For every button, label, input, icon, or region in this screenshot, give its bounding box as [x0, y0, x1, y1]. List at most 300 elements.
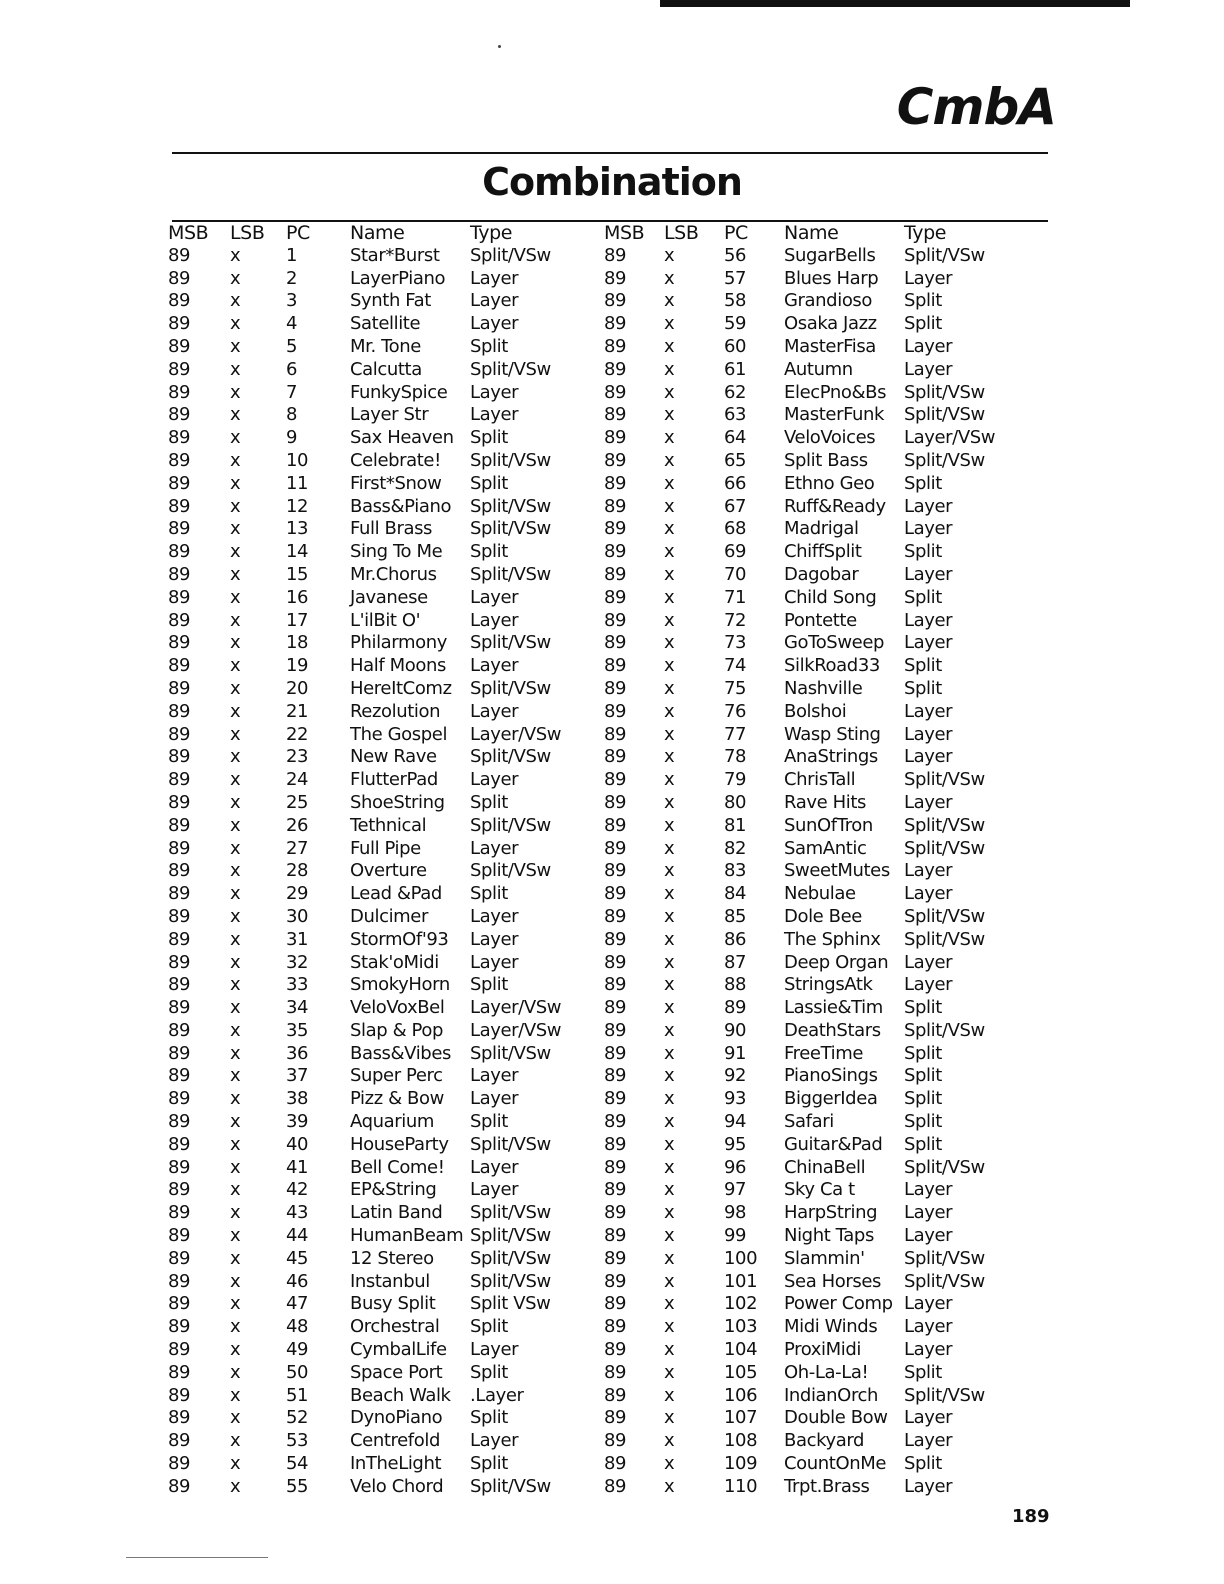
type-cell: Split/VSw	[470, 677, 551, 699]
name-cell: HereItComz	[350, 677, 452, 699]
table-row	[168, 860, 588, 883]
msb-cell: 89	[168, 1179, 191, 1201]
msb-cell: 89	[168, 883, 191, 905]
lsb-cell: x	[664, 1270, 675, 1292]
table-row	[604, 1453, 1024, 1476]
type-cell: Split/VSw	[904, 928, 985, 950]
name-cell: Calcutta	[350, 358, 422, 380]
pc-cell: 35	[286, 1019, 309, 1041]
lsb-cell: x	[664, 700, 675, 722]
type-cell: Layer/VSw	[470, 1019, 562, 1041]
pc-cell: 67	[724, 495, 747, 517]
table-row	[604, 769, 1024, 792]
table-row	[604, 1476, 1024, 1499]
msb-cell: 89	[168, 449, 191, 471]
table-row	[604, 1020, 1024, 1043]
pc-cell: 101	[724, 1270, 758, 1292]
table-row	[168, 838, 588, 861]
pc-cell: 91	[724, 1042, 747, 1064]
msb-cell: 89	[168, 791, 191, 813]
type-cell: Layer/VSw	[470, 997, 562, 1019]
type-cell: Layer	[470, 609, 519, 631]
table-row	[604, 518, 1024, 541]
type-cell: Split	[904, 586, 942, 608]
msb-cell: 89	[168, 313, 191, 335]
lsb-cell: x	[230, 1042, 241, 1064]
type-cell: Split	[904, 290, 942, 312]
table-row	[604, 632, 1024, 655]
table-row	[604, 1065, 1024, 1088]
name-cell: VeloVoices	[784, 427, 876, 449]
msb-cell: 89	[168, 1361, 191, 1383]
lsb-cell: x	[664, 586, 675, 608]
lsb-cell: x	[664, 769, 675, 791]
pc-cell: 68	[724, 518, 747, 540]
msb-cell: 89	[604, 472, 627, 494]
name-cell: Deep Organ	[784, 951, 889, 973]
header-type: Type	[904, 222, 947, 244]
msb-cell: 89	[604, 1270, 627, 1292]
pc-cell: 76	[724, 700, 747, 722]
name-cell: Aquarium	[350, 1111, 435, 1133]
lsb-cell: x	[230, 837, 241, 859]
lsb-cell: x	[230, 427, 241, 449]
type-cell: Split	[470, 883, 508, 905]
msb-cell: 89	[168, 541, 191, 563]
header-pc: PC	[724, 222, 748, 244]
type-cell: Split/VSw	[904, 244, 985, 266]
lsb-cell: x	[230, 449, 241, 471]
left-rows	[168, 245, 588, 1499]
pc-cell: 21	[286, 700, 309, 722]
pc-cell: 37	[286, 1065, 309, 1087]
name-cell: Busy Split	[350, 1293, 436, 1315]
name-cell: FreeTime	[784, 1042, 864, 1064]
name-cell: HouseParty	[350, 1133, 449, 1155]
page-number: 189	[1012, 1506, 1050, 1527]
table-row	[604, 1430, 1024, 1453]
lsb-cell: x	[230, 1247, 241, 1269]
name-cell: ChrisTall	[784, 769, 856, 791]
header-row	[168, 222, 588, 245]
msb-cell: 89	[168, 1293, 191, 1315]
table-row	[168, 815, 588, 838]
lsb-cell: x	[664, 609, 675, 631]
lsb-cell: x	[230, 290, 241, 312]
name-cell: ChiffSplit	[784, 541, 862, 563]
type-cell: Layer/VSw	[470, 723, 562, 745]
type-cell: Split/VSw	[904, 905, 985, 927]
name-cell: IndianOrch	[784, 1384, 879, 1406]
msb-cell: 89	[168, 1384, 191, 1406]
msb-cell: 89	[604, 1247, 627, 1269]
type-cell: Split/VSw	[470, 1042, 551, 1064]
table-row	[168, 473, 588, 496]
lsb-cell: x	[664, 655, 675, 677]
name-cell: CountOnMe	[784, 1453, 887, 1475]
lsb-cell: x	[230, 586, 241, 608]
table-row	[168, 1385, 588, 1408]
table-row	[604, 1407, 1024, 1430]
name-cell: Slammin'	[784, 1247, 865, 1269]
name-cell: Orchestral	[350, 1316, 440, 1338]
name-cell: Backyard	[784, 1430, 865, 1452]
lsb-cell: x	[664, 267, 675, 289]
type-cell: Split/VSw	[470, 495, 551, 517]
table-row	[604, 678, 1024, 701]
type-cell: Layer	[470, 404, 519, 426]
title-rule-top	[172, 152, 1048, 154]
type-cell: Split	[470, 541, 508, 563]
type-cell: Layer	[470, 586, 519, 608]
name-cell: Full Pipe	[350, 837, 421, 859]
pc-cell: 44	[286, 1225, 309, 1247]
type-cell: Split	[904, 1042, 942, 1064]
table-row	[604, 336, 1024, 359]
table-row	[604, 655, 1024, 678]
lsb-cell: x	[230, 1361, 241, 1383]
pc-cell: 83	[724, 860, 747, 882]
table-row	[604, 997, 1024, 1020]
msb-cell: 89	[604, 974, 627, 996]
pc-cell: 52	[286, 1407, 309, 1429]
name-cell: Split Bass	[784, 449, 868, 471]
type-cell: Split/VSw	[470, 1133, 551, 1155]
msb-cell: 89	[604, 1339, 627, 1361]
msb-cell: 89	[604, 1202, 627, 1224]
type-cell: Layer	[470, 769, 519, 791]
name-cell: VeloVoxBel	[350, 997, 445, 1019]
type-cell: Layer	[470, 1339, 519, 1361]
lsb-cell: x	[664, 791, 675, 813]
msb-cell: 89	[604, 883, 627, 905]
msb-cell: 89	[168, 677, 191, 699]
table-row	[168, 1339, 588, 1362]
msb-cell: 89	[604, 746, 627, 768]
pc-cell: 82	[724, 837, 747, 859]
type-cell: Layer	[904, 1475, 953, 1497]
msb-cell: 89	[604, 563, 627, 585]
name-cell: Full Brass	[350, 518, 433, 540]
pc-cell: 24	[286, 769, 309, 791]
lsb-cell: x	[230, 609, 241, 631]
pc-cell: 89	[724, 997, 747, 1019]
msb-cell: 89	[604, 1019, 627, 1041]
msb-cell: 89	[168, 358, 191, 380]
pc-cell: 8	[286, 404, 298, 426]
table-row	[168, 268, 588, 291]
table-row	[604, 815, 1024, 838]
lsb-cell: x	[230, 518, 241, 540]
pc-cell: 53	[286, 1430, 309, 1452]
pc-cell: 29	[286, 883, 309, 905]
msb-cell: 89	[604, 1065, 627, 1087]
name-cell: Instanbul	[350, 1270, 430, 1292]
name-cell: Latin Band	[350, 1202, 443, 1224]
pc-cell: 36	[286, 1042, 309, 1064]
name-cell: Midi Winds	[784, 1316, 878, 1338]
msb-cell: 89	[168, 427, 191, 449]
pc-cell: 79	[724, 769, 747, 791]
type-cell: Split/VSw	[904, 381, 985, 403]
pc-cell: 94	[724, 1111, 747, 1133]
table-row	[168, 1088, 588, 1111]
name-cell: SamAntic	[784, 837, 867, 859]
type-cell: Split	[904, 1361, 942, 1383]
pc-cell: 40	[286, 1133, 309, 1155]
pc-cell: 18	[286, 632, 309, 654]
lsb-cell: x	[664, 381, 675, 403]
msb-cell: 89	[168, 1156, 191, 1178]
msb-cell: 89	[168, 586, 191, 608]
table-row	[604, 1134, 1024, 1157]
lsb-cell: x	[230, 472, 241, 494]
left-column-table	[168, 222, 588, 1499]
lsb-cell: x	[664, 1179, 675, 1201]
lsb-cell: x	[664, 495, 675, 517]
name-cell: Nebulae	[784, 883, 856, 905]
table-row	[168, 610, 588, 633]
msb-cell: 89	[168, 335, 191, 357]
msb-cell: 89	[168, 1202, 191, 1224]
name-cell: ElecPno&Bs	[784, 381, 887, 403]
lsb-cell: x	[664, 905, 675, 927]
name-cell: SunOfTron	[784, 814, 873, 836]
msb-cell: 89	[168, 1088, 191, 1110]
msb-cell: 89	[604, 1042, 627, 1064]
lsb-cell: x	[230, 974, 241, 996]
lsb-cell: x	[230, 1316, 241, 1338]
msb-cell: 89	[604, 335, 627, 357]
lsb-cell: x	[230, 1019, 241, 1041]
bottom-underline	[126, 1557, 268, 1558]
msb-cell: 89	[604, 1225, 627, 1247]
pc-cell: 62	[724, 381, 747, 403]
table-row	[604, 1225, 1024, 1248]
name-cell: StormOf'93	[350, 928, 449, 950]
name-cell: Pizz & Bow	[350, 1088, 444, 1110]
name-cell: Bass&Vibes	[350, 1042, 451, 1064]
msb-cell: 89	[168, 1453, 191, 1475]
name-cell: Pontette	[784, 609, 857, 631]
lsb-cell: x	[230, 1339, 241, 1361]
name-cell: HumanBeam	[350, 1225, 464, 1247]
lsb-cell: x	[664, 1430, 675, 1452]
type-cell: Split	[470, 1407, 508, 1429]
lsb-cell: x	[664, 472, 675, 494]
msb-cell: 89	[604, 1111, 627, 1133]
pc-cell: 50	[286, 1361, 309, 1383]
type-cell: Split	[904, 1453, 942, 1475]
type-cell: Split/VSw	[470, 1475, 551, 1497]
pc-cell: 7	[286, 381, 298, 403]
table-row	[168, 997, 588, 1020]
msb-cell: 89	[168, 1065, 191, 1087]
lsb-cell: x	[664, 290, 675, 312]
lsb-cell: x	[230, 381, 241, 403]
name-cell: FunkySpice	[350, 381, 448, 403]
pc-cell: 95	[724, 1133, 747, 1155]
name-cell: The Gospel	[350, 723, 448, 745]
type-cell: Layer	[470, 1065, 519, 1087]
lsb-cell: x	[664, 1065, 675, 1087]
type-cell: Split	[470, 1453, 508, 1475]
pc-cell: 48	[286, 1316, 309, 1338]
pc-cell: 73	[724, 632, 747, 654]
name-cell: SugarBells	[784, 244, 876, 266]
name-cell: Autumn	[784, 358, 853, 380]
table-row	[168, 1453, 588, 1476]
pc-cell: 39	[286, 1111, 309, 1133]
name-cell: Lassie&Tim	[784, 997, 883, 1019]
name-cell: Double Bow	[784, 1407, 888, 1429]
type-cell: Layer	[904, 609, 953, 631]
table-row	[168, 792, 588, 815]
table-row	[604, 1293, 1024, 1316]
type-cell: Split	[904, 313, 942, 335]
type-cell: Split/VSw	[904, 837, 985, 859]
pc-cell: 23	[286, 746, 309, 768]
msb-cell: 89	[604, 1179, 627, 1201]
pc-cell: 10	[286, 449, 309, 471]
msb-cell: 89	[604, 632, 627, 654]
pc-cell: 17	[286, 609, 309, 631]
lsb-cell: x	[230, 791, 241, 813]
table-row	[604, 541, 1024, 564]
type-cell: Layer	[904, 1430, 953, 1452]
pc-cell: 16	[286, 586, 309, 608]
table-row	[168, 678, 588, 701]
type-cell: Layer	[904, 1407, 953, 1429]
msb-cell: 89	[604, 1475, 627, 1497]
pc-cell: 70	[724, 563, 747, 585]
table-row	[168, 1134, 588, 1157]
msb-cell: 89	[168, 1247, 191, 1269]
type-cell: Split/VSw	[904, 1247, 985, 1269]
header-lsb: LSB	[230, 222, 265, 244]
pc-cell: 41	[286, 1156, 309, 1178]
table-row	[168, 701, 588, 724]
lsb-cell: x	[230, 313, 241, 335]
table-row	[168, 404, 588, 427]
name-cell: Safari	[784, 1111, 834, 1133]
name-cell: Space Port	[350, 1361, 443, 1383]
type-cell: Split	[470, 1111, 508, 1133]
type-cell: Layer	[904, 267, 953, 289]
msb-cell: 89	[168, 563, 191, 585]
lsb-cell: x	[664, 1293, 675, 1315]
pc-cell: 51	[286, 1384, 309, 1406]
type-cell: Split	[904, 472, 942, 494]
lsb-cell: x	[230, 1202, 241, 1224]
type-cell: Split/VSw	[470, 1247, 551, 1269]
pc-cell: 58	[724, 290, 747, 312]
lsb-cell: x	[664, 883, 675, 905]
pc-cell: 59	[724, 313, 747, 335]
type-cell: Split/VSw	[904, 404, 985, 426]
type-cell: Layer	[904, 518, 953, 540]
msb-cell: 89	[168, 655, 191, 677]
msb-cell: 89	[168, 518, 191, 540]
type-cell: Layer	[904, 632, 953, 654]
name-cell: Dole Bee	[784, 905, 862, 927]
pc-cell: 66	[724, 472, 747, 494]
type-cell: Split/VSw	[904, 769, 985, 791]
msb-cell: 89	[604, 586, 627, 608]
msb-cell: 89	[168, 404, 191, 426]
pc-cell: 32	[286, 951, 309, 973]
type-cell: Layer	[470, 1430, 519, 1452]
pc-cell: 102	[724, 1293, 758, 1315]
type-cell: Split	[470, 1361, 508, 1383]
type-cell: Layer	[904, 335, 953, 357]
table-row	[604, 1339, 1024, 1362]
lsb-cell: x	[664, 335, 675, 357]
table-row	[604, 268, 1024, 291]
pc-cell: 99	[724, 1225, 747, 1247]
lsb-cell: x	[230, 883, 241, 905]
type-cell: Split/VSw	[470, 449, 551, 471]
type-cell: Layer	[470, 267, 519, 289]
table-row	[604, 1088, 1024, 1111]
table-row	[168, 769, 588, 792]
type-cell: Split/VSw	[470, 1225, 551, 1247]
lsb-cell: x	[664, 1339, 675, 1361]
msb-cell: 89	[168, 290, 191, 312]
pc-cell: 81	[724, 814, 747, 836]
lsb-cell: x	[230, 1293, 241, 1315]
pc-cell: 12	[286, 495, 309, 517]
msb-cell: 89	[168, 381, 191, 403]
lsb-cell: x	[664, 1042, 675, 1064]
type-cell: Layer	[904, 974, 953, 996]
pc-cell: 19	[286, 655, 309, 677]
type-cell: Layer	[904, 723, 953, 745]
table-row	[168, 1225, 588, 1248]
type-cell: Layer	[904, 1225, 953, 1247]
lsb-cell: x	[230, 905, 241, 927]
type-cell: Split	[470, 335, 508, 357]
msb-cell: 89	[168, 997, 191, 1019]
type-cell: Layer	[904, 1339, 953, 1361]
type-cell: Layer	[470, 655, 519, 677]
lsb-cell: x	[230, 1407, 241, 1429]
type-cell: Split	[904, 677, 942, 699]
msb-cell: 89	[168, 609, 191, 631]
table-row	[604, 564, 1024, 587]
msb-cell: 89	[604, 769, 627, 791]
type-cell: Layer	[470, 313, 519, 335]
table-row	[604, 290, 1024, 313]
pc-cell: 38	[286, 1088, 309, 1110]
lsb-cell: x	[664, 563, 675, 585]
msb-cell: 89	[604, 1293, 627, 1315]
msb-cell: 89	[168, 700, 191, 722]
msb-cell: 89	[168, 1270, 191, 1292]
name-cell: CymbalLife	[350, 1339, 447, 1361]
lsb-cell: x	[230, 1270, 241, 1292]
type-cell: Layer	[470, 928, 519, 950]
table-row	[604, 382, 1024, 405]
name-cell: L'ilBit O'	[350, 609, 421, 631]
name-cell: InTheLight	[350, 1453, 442, 1475]
table-row	[604, 313, 1024, 336]
name-cell: Rave Hits	[784, 791, 866, 813]
pc-cell: 69	[724, 541, 747, 563]
lsb-cell: x	[664, 928, 675, 950]
msb-cell: 89	[168, 1111, 191, 1133]
lsb-cell: x	[230, 632, 241, 654]
